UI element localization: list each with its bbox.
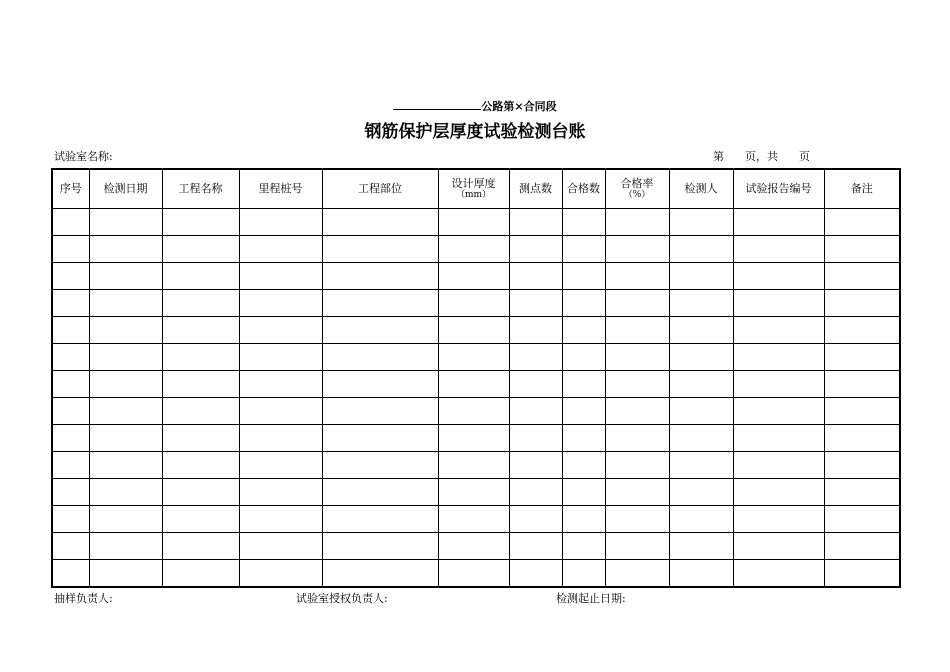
lab-authorized-label: 试验室授权负责人: xyxy=(296,592,388,605)
table-cell[interactable] xyxy=(669,209,733,236)
table-cell[interactable] xyxy=(322,506,438,533)
table-cell[interactable] xyxy=(733,533,824,560)
table-cell[interactable] xyxy=(89,425,162,452)
table-cell[interactable] xyxy=(733,452,824,479)
table-cell[interactable] xyxy=(52,479,89,506)
table-cell[interactable] xyxy=(605,236,669,263)
table-cell[interactable] xyxy=(322,479,438,506)
table-body xyxy=(52,209,900,588)
table-cell[interactable] xyxy=(162,452,239,479)
table-cell[interactable] xyxy=(438,236,509,263)
table-cell[interactable] xyxy=(669,425,733,452)
table-cell[interactable] xyxy=(605,371,669,398)
table-cell[interactable] xyxy=(562,290,605,317)
table-cell[interactable] xyxy=(438,479,509,506)
table-cell[interactable] xyxy=(605,425,669,452)
table-cell[interactable] xyxy=(824,506,900,533)
table-cell[interactable] xyxy=(322,425,438,452)
table-cell[interactable] xyxy=(162,344,239,371)
table-cell[interactable] xyxy=(509,371,562,398)
table-cell[interactable] xyxy=(733,290,824,317)
table-cell[interactable] xyxy=(509,425,562,452)
table-cell[interactable] xyxy=(162,425,239,452)
table-cell[interactable] xyxy=(733,209,824,236)
table-cell[interactable] xyxy=(322,209,438,236)
table-cell[interactable] xyxy=(239,236,322,263)
table-cell[interactable] xyxy=(322,452,438,479)
table-cell[interactable] xyxy=(162,263,239,290)
table-cell[interactable] xyxy=(162,479,239,506)
table-cell[interactable] xyxy=(605,263,669,290)
table-cell[interactable] xyxy=(438,371,509,398)
table-cell[interactable] xyxy=(824,452,900,479)
table-cell[interactable] xyxy=(322,533,438,560)
table-cell[interactable] xyxy=(824,371,900,398)
table-row xyxy=(52,290,900,317)
table-cell[interactable] xyxy=(605,479,669,506)
table-cell[interactable] xyxy=(509,209,562,236)
table-cell[interactable] xyxy=(562,506,605,533)
table-cell[interactable] xyxy=(669,452,733,479)
table-row xyxy=(52,236,900,263)
table-cell[interactable] xyxy=(733,371,824,398)
header-report-number: 试验报告编号 xyxy=(733,169,824,209)
table-cell[interactable] xyxy=(605,398,669,425)
table-cell[interactable] xyxy=(562,263,605,290)
table-cell[interactable] xyxy=(605,290,669,317)
table-cell[interactable] xyxy=(824,290,900,317)
table-cell[interactable] xyxy=(89,371,162,398)
table-cell[interactable] xyxy=(239,371,322,398)
table-cell[interactable] xyxy=(162,236,239,263)
table-cell[interactable] xyxy=(438,533,509,560)
table-cell[interactable] xyxy=(669,317,733,344)
table-cell[interactable] xyxy=(824,209,900,236)
table-cell[interactable] xyxy=(562,479,605,506)
table-cell[interactable] xyxy=(733,479,824,506)
table-cell[interactable] xyxy=(89,452,162,479)
table-cell[interactable] xyxy=(322,398,438,425)
table-cell[interactable] xyxy=(162,506,239,533)
table-cell[interactable] xyxy=(239,425,322,452)
table-cell[interactable] xyxy=(89,209,162,236)
table-cell[interactable] xyxy=(438,506,509,533)
table-row xyxy=(52,533,900,560)
table-cell[interactable] xyxy=(824,263,900,290)
table-cell[interactable] xyxy=(605,560,669,588)
table-cell[interactable] xyxy=(824,317,900,344)
table-row xyxy=(52,452,900,479)
table-cell[interactable] xyxy=(52,209,89,236)
table-cell[interactable] xyxy=(52,371,89,398)
table-cell[interactable] xyxy=(162,317,239,344)
table-cell[interactable] xyxy=(52,290,89,317)
table-cell[interactable] xyxy=(52,263,89,290)
header-design-thickness: 设计厚度 （mm） xyxy=(438,169,509,209)
table-cell[interactable] xyxy=(733,344,824,371)
table-cell[interactable] xyxy=(52,425,89,452)
page-number-label: 第 页，共 页 xyxy=(713,150,810,163)
lab-name-label: 试验室名称: xyxy=(54,150,113,163)
table-row xyxy=(52,344,900,371)
table-cell[interactable] xyxy=(438,344,509,371)
table-cell[interactable] xyxy=(562,209,605,236)
ledger-table xyxy=(51,168,901,588)
table-cell[interactable] xyxy=(605,533,669,560)
table-cell[interactable] xyxy=(162,209,239,236)
table-cell[interactable] xyxy=(52,452,89,479)
header-inspector: 检测人 xyxy=(669,169,733,209)
table-cell[interactable] xyxy=(322,290,438,317)
table-cell[interactable] xyxy=(669,398,733,425)
header-test-date: 检测日期 xyxy=(89,169,162,209)
table-cell[interactable] xyxy=(438,317,509,344)
table-cell[interactable] xyxy=(824,344,900,371)
table-cell[interactable] xyxy=(669,371,733,398)
header-serial-no: 序号 xyxy=(52,169,89,209)
table-cell[interactable] xyxy=(562,452,605,479)
table-cell[interactable] xyxy=(52,344,89,371)
table-cell[interactable] xyxy=(605,452,669,479)
table-cell[interactable] xyxy=(669,560,733,588)
header-pass-rate: 合格率 （%） xyxy=(605,169,669,209)
table-cell[interactable] xyxy=(733,506,824,533)
table-cell[interactable] xyxy=(562,236,605,263)
table-cell[interactable] xyxy=(669,290,733,317)
table-cell[interactable] xyxy=(509,317,562,344)
table-cell[interactable] xyxy=(824,236,900,263)
table-cell[interactable] xyxy=(89,533,162,560)
table-cell[interactable] xyxy=(562,398,605,425)
table-cell[interactable] xyxy=(509,533,562,560)
table-cell[interactable] xyxy=(162,560,239,588)
table-row xyxy=(52,506,900,533)
table-cell[interactable] xyxy=(438,290,509,317)
table-cell[interactable] xyxy=(162,398,239,425)
table-cell[interactable] xyxy=(824,398,900,425)
table-cell[interactable] xyxy=(438,452,509,479)
table-cell[interactable] xyxy=(52,560,89,588)
table-cell[interactable] xyxy=(89,317,162,344)
table-cell[interactable] xyxy=(52,236,89,263)
table-cell[interactable] xyxy=(239,479,322,506)
table-cell[interactable] xyxy=(605,209,669,236)
table-cell[interactable] xyxy=(669,263,733,290)
table-cell[interactable] xyxy=(733,425,824,452)
table-row xyxy=(52,560,900,588)
table-cell[interactable] xyxy=(562,560,605,588)
document-title: 钢筋保护层厚度试验检测台账 xyxy=(364,122,586,142)
table-cell[interactable] xyxy=(733,263,824,290)
table-cell[interactable] xyxy=(438,425,509,452)
table-cell[interactable] xyxy=(562,344,605,371)
sampler-label: 抽样负责人: xyxy=(54,592,113,605)
table-cell[interactable] xyxy=(89,506,162,533)
header-pass-count: 合格数 xyxy=(562,169,605,209)
table-row xyxy=(52,209,900,236)
table-cell[interactable] xyxy=(669,479,733,506)
header-point-count: 测点数 xyxy=(509,169,562,209)
table-cell[interactable] xyxy=(733,398,824,425)
table-cell[interactable] xyxy=(605,317,669,344)
table-cell[interactable] xyxy=(824,560,900,588)
table-row xyxy=(52,479,900,506)
table-cell[interactable] xyxy=(89,479,162,506)
table-cell[interactable] xyxy=(89,398,162,425)
table-row xyxy=(52,371,900,398)
table-cell[interactable] xyxy=(89,344,162,371)
table-cell[interactable] xyxy=(52,533,89,560)
table-cell[interactable] xyxy=(509,479,562,506)
table-cell[interactable] xyxy=(239,344,322,371)
table-cell[interactable] xyxy=(239,506,322,533)
table-cell[interactable] xyxy=(239,290,322,317)
table-cell[interactable] xyxy=(239,560,322,588)
table-cell[interactable] xyxy=(509,560,562,588)
table-cell[interactable] xyxy=(239,317,322,344)
table-cell[interactable] xyxy=(669,533,733,560)
table-cell[interactable] xyxy=(605,344,669,371)
test-period-label: 检测起止日期: xyxy=(556,592,626,605)
table-cell[interactable] xyxy=(322,344,438,371)
table-cell[interactable] xyxy=(162,290,239,317)
table-cell[interactable] xyxy=(239,533,322,560)
table-cell[interactable] xyxy=(89,263,162,290)
project-name-blank xyxy=(393,98,481,110)
table-cell[interactable] xyxy=(509,344,562,371)
table-cell[interactable] xyxy=(509,236,562,263)
table-cell[interactable] xyxy=(562,425,605,452)
table-cell[interactable] xyxy=(509,506,562,533)
table-row xyxy=(52,263,900,290)
table-cell[interactable] xyxy=(562,317,605,344)
table-cell[interactable] xyxy=(322,371,438,398)
table-cell[interactable] xyxy=(52,506,89,533)
table-cell[interactable] xyxy=(322,236,438,263)
table-cell[interactable] xyxy=(162,371,239,398)
table-row xyxy=(52,398,900,425)
table-cell[interactable] xyxy=(824,533,900,560)
table-cell[interactable] xyxy=(562,533,605,560)
table-cell[interactable] xyxy=(509,452,562,479)
project-section-line xyxy=(0,98,950,114)
table-cell[interactable] xyxy=(824,479,900,506)
table-cell[interactable] xyxy=(562,371,605,398)
table-cell[interactable] xyxy=(322,263,438,290)
table-cell[interactable] xyxy=(824,425,900,452)
table-cell[interactable] xyxy=(438,560,509,588)
table-cell[interactable] xyxy=(438,398,509,425)
table-cell[interactable] xyxy=(669,236,733,263)
header-project-part: 工程部位 xyxy=(322,169,438,209)
table-cell[interactable] xyxy=(239,263,322,290)
table-cell[interactable] xyxy=(322,560,438,588)
table-cell[interactable] xyxy=(239,209,322,236)
table-cell[interactable] xyxy=(509,398,562,425)
table-cell[interactable] xyxy=(52,317,89,344)
table-cell[interactable] xyxy=(89,560,162,588)
table-cell[interactable] xyxy=(733,317,824,344)
table-cell[interactable] xyxy=(669,506,733,533)
header-chainage: 里程桩号 xyxy=(239,169,322,209)
table-header-row xyxy=(52,169,900,209)
table-cell[interactable] xyxy=(322,317,438,344)
table-cell[interactable] xyxy=(509,290,562,317)
table-cell[interactable] xyxy=(605,506,669,533)
table-cell[interactable] xyxy=(52,398,89,425)
table-row xyxy=(52,425,900,452)
table-cell[interactable] xyxy=(89,290,162,317)
table-cell[interactable] xyxy=(733,236,824,263)
table-cell[interactable] xyxy=(239,452,322,479)
project-section-suffix: 公路第×合同段 xyxy=(481,100,557,113)
table-cell[interactable] xyxy=(89,236,162,263)
table-cell[interactable] xyxy=(239,398,322,425)
table-cell[interactable] xyxy=(438,263,509,290)
table-cell[interactable] xyxy=(669,344,733,371)
table-cell[interactable] xyxy=(162,533,239,560)
table-cell[interactable] xyxy=(509,263,562,290)
header-remarks: 备注 xyxy=(824,169,900,209)
table-row xyxy=(52,317,900,344)
table-cell[interactable] xyxy=(438,209,509,236)
table-cell[interactable] xyxy=(733,560,824,588)
header-project-name: 工程名称 xyxy=(162,169,239,209)
